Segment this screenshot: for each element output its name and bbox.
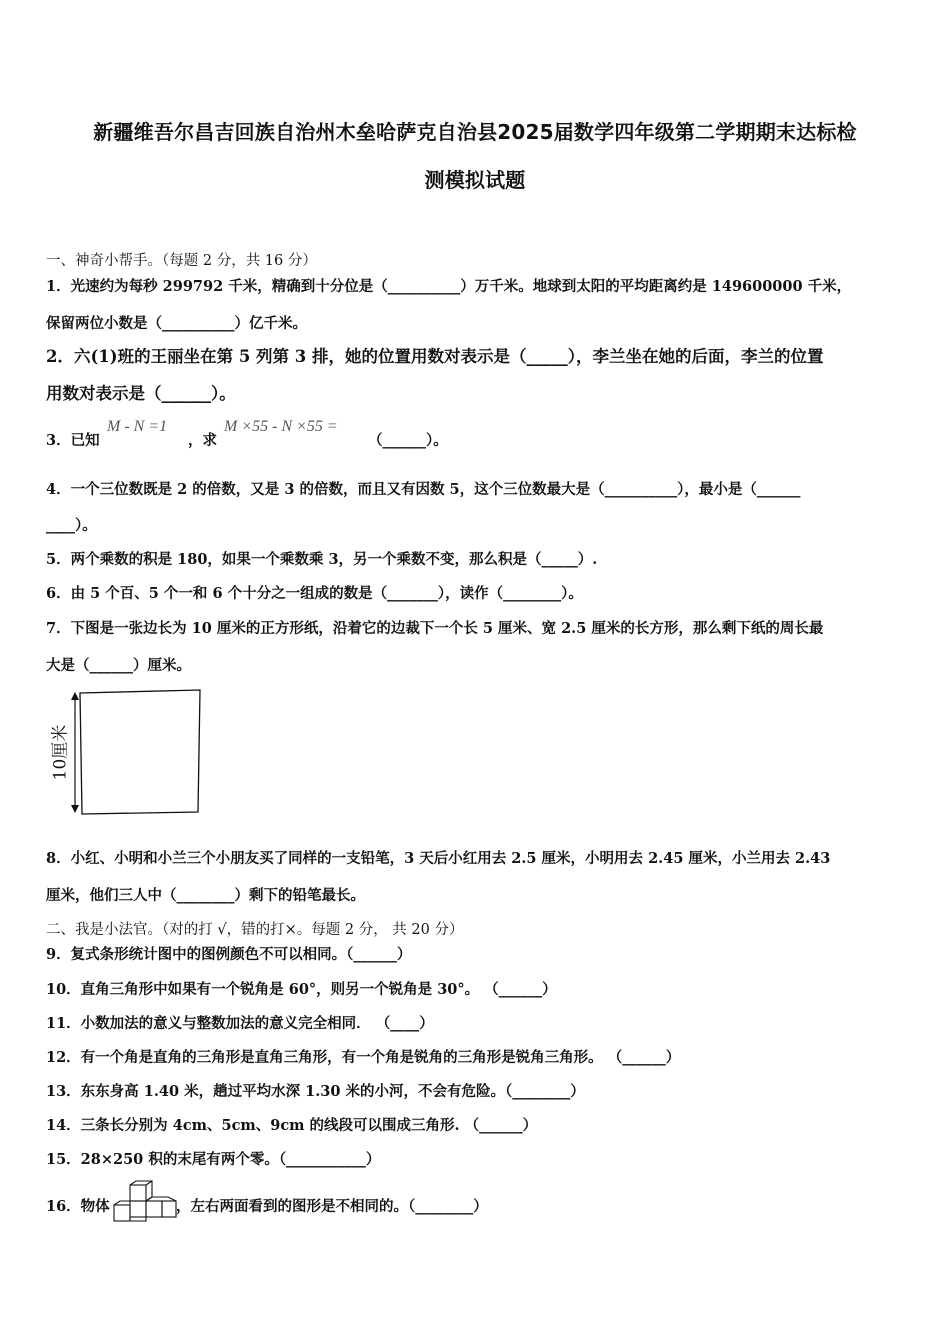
q2-line1: 2．六(1)班的王丽坐在第 5 列第 3 排，她的位置用数对表示是（_____），李兰坐在她的后面，李兰的位置 bbox=[46, 347, 824, 366]
arrow-bottom-icon bbox=[71, 805, 79, 813]
q9: 9．复式条形统计图中的图例颜色不可以相同。（______） bbox=[46, 946, 412, 963]
exam-title-line2: 测模拟试题 bbox=[424, 168, 526, 192]
q3-equation2: M ×55 - N ×55 = bbox=[224, 418, 338, 435]
q12: 12．有一个角是直角的三角形是直角三角形，有一个角是锐角的三角形是锐角三角形。 （______） bbox=[46, 1049, 681, 1066]
q6: 6．由 5 个百、5 个一和 6 个十分之一组成的数是（_______），读作（________）。 bbox=[46, 585, 583, 602]
q3-equation1: M - N =1 bbox=[107, 418, 168, 435]
q11: 11．小数加法的意义与整数加法的意义完全相同． （____） bbox=[46, 1015, 434, 1032]
q16-prefix: 16．物体 bbox=[46, 1198, 110, 1215]
q3-mid: ，求 bbox=[188, 432, 217, 449]
q16-cubes-figure bbox=[110, 1180, 180, 1226]
q7-line2: 大是（______）厘米。 bbox=[46, 657, 191, 674]
q3-suffix: （______）。 bbox=[368, 432, 448, 449]
q16-suffix: ，左右两面看到的图形是不相同的。（________） bbox=[176, 1198, 488, 1215]
q3-prefix: 3．已知 bbox=[46, 432, 100, 449]
q1-line1: 1．光速约为每秒 299792 千米，精确到十分位是（__________）万千米。地球到太阳的平均距离约是 149600000 千米， bbox=[46, 278, 852, 295]
q1-line2: 保留两位小数是（__________）亿千米。 bbox=[46, 315, 307, 332]
arrow-top-icon bbox=[71, 692, 79, 700]
q8-line1: 8．小红、小明和小兰三个小朋友买了同样的一支铅笔，3 天后小红用去 2.5 厘米，小明用去 2.45 厘米，小兰用去 2.43 bbox=[46, 850, 831, 867]
q14: 14．三条长分别为 4cm、5cm、9cm 的线段可以围成三角形. （______） bbox=[46, 1117, 538, 1134]
exam-title-line1: 新疆维吾尔昌吉回族自治州木垒哈萨克自治县2025届数学四年级第二学期期末达标检 bbox=[93, 120, 857, 144]
q4-line1: 4．一个三位数既是 2 的倍数，又是 3 的倍数，而且又有因数 5，这个三位数最大是（__________），最小是（______ bbox=[46, 481, 801, 498]
q7-figure-label: 10厘米 bbox=[50, 724, 71, 781]
q5: 5．两个乘数的积是 180，如果一个乘数乘 3，另一个乘数不变，那么积是（_____）. bbox=[46, 551, 598, 568]
section2-heading: 二、我是小法官。（对的打 √，错的打×。每题 2 分， 共 20 分） bbox=[46, 922, 464, 938]
q2-line2: 用数对表示是（______）。 bbox=[46, 384, 236, 403]
q8-line2: 厘米，他们三人中（________）剩下的铅笔最长。 bbox=[46, 887, 365, 904]
q4-line2: ____）。 bbox=[46, 517, 97, 534]
q15: 15．28×250 积的末尾有两个零。（___________） bbox=[46, 1151, 381, 1168]
square-outline bbox=[80, 690, 200, 814]
section1-heading: 一、神奇小帮手。（每题 2 分，共 16 分） bbox=[46, 253, 317, 269]
q7-line1: 7．下图是一张边长为 10 厘米的正方形纸，沿着它的边裁下一个长 5 厘米、宽 2.5 厘米的长方形，那么剩下纸的周长最 bbox=[46, 620, 824, 637]
q13: 13．东东身高 1.40 米，趟过平均水深 1.30 米的小河，不会有危险。（________） bbox=[46, 1083, 585, 1100]
q10: 10．直角三角形中如果有一个锐角是 60°，则另一个锐角是 30°。 （______） bbox=[46, 981, 557, 998]
